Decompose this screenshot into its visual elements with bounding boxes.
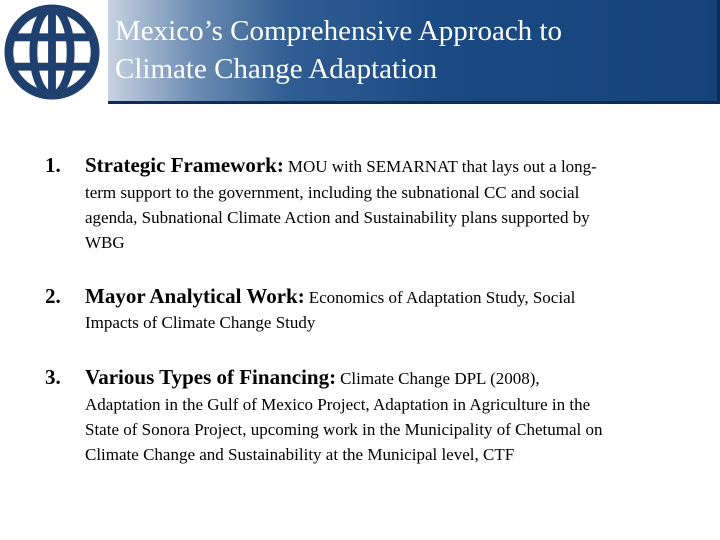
item-text-continuation (85, 392, 715, 467)
item-text-first-line: MOU with SEMARNAT that lays out a long- (287, 157, 597, 176)
item-text-first-line: Economics of Adaptation Study, Social (308, 288, 576, 307)
title-line-1: Mexico’s Comprehensive Approach to (115, 15, 562, 47)
item-text-line: Impacts of Climate Change Study (85, 313, 316, 332)
item-lead-line (85, 283, 715, 312)
page-title (115, 12, 562, 88)
item-text-line: WBG (85, 233, 125, 252)
item-number: 3. (45, 365, 61, 389)
item-text-line: State of Sonora Project, upcoming work in the Municipality of Chetumal on (85, 420, 603, 439)
item-number: 1. (45, 153, 61, 177)
item-lead-line (85, 152, 715, 181)
item-text-line: term support to the government, including the subnational CC and social (85, 183, 580, 202)
item-lead-line (85, 364, 715, 393)
item-text-line: agenda, Subnational Climate Action and Sustainability plans supported by (85, 208, 590, 227)
item-heading: Mayor Analytical Work: (85, 284, 305, 308)
title-line-2: Climate Change Adaptation (115, 53, 438, 85)
item-text-continuation (85, 180, 715, 255)
item-heading: Various Types of Financing: (85, 365, 337, 389)
item-heading: Strategic Framework: (85, 153, 284, 177)
item-text-first-line: Climate Change DPL (2008), (340, 369, 540, 388)
item-number: 2. (45, 284, 61, 308)
item-text-line: Adaptation in the Gulf of Mexico Project, Adaptation in Agriculture in the (85, 395, 591, 414)
globe-icon (3, 3, 101, 101)
item-text-continuation (85, 310, 715, 335)
item-text-line: Climate Change and Sustainability at the Municipal level, CTF (85, 445, 515, 464)
